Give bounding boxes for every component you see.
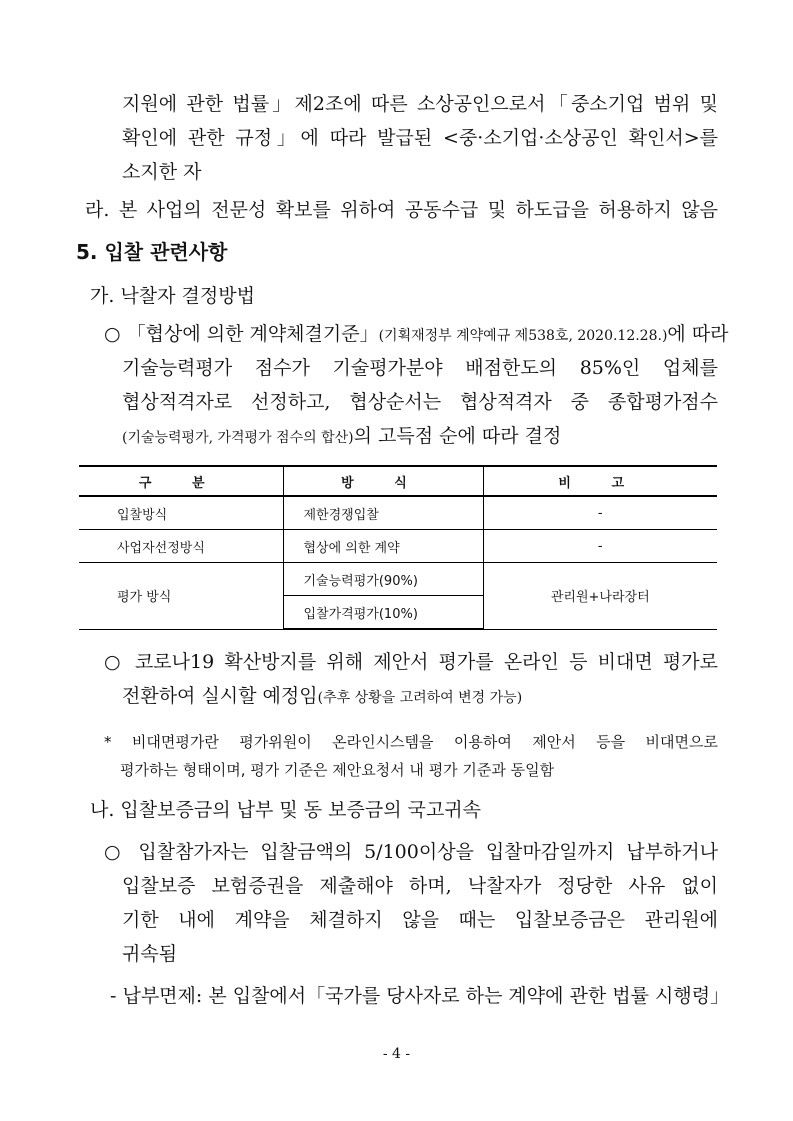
section-heading: 5. 입찰 관련사항 xyxy=(76,240,228,264)
table-header-row xyxy=(79,466,717,496)
table-cell: 사업자선정방식 xyxy=(79,530,283,563)
table-cell: 입찰방식 xyxy=(79,496,283,530)
subsection-heading: 나. 입찰보증금의 납부 및 동 보증금의 국고귀속 xyxy=(90,799,482,821)
footnote-line: * 비대면평가란 평가위원이 온라인시스템을 이용하여 제안서 등을 비대면으로 xyxy=(104,733,718,751)
subsection-heading: 가. 낙찰자 결정방법 xyxy=(90,285,255,307)
text-line xyxy=(122,424,561,450)
table-row xyxy=(79,563,717,596)
table-cell: 입찰가격평가(10%) xyxy=(283,596,483,630)
bullet-line: ○ 코로나19 확산방지를 위해 제안서 평가를 온라인 등 비대면 평가로 xyxy=(104,651,718,673)
table-header-cell: 방 식 xyxy=(283,466,483,496)
table-cell: 제한경쟁입찰 xyxy=(283,496,483,530)
table-cell: 관리원+나라장터 xyxy=(483,563,717,630)
bullet-text: 전환하여 실시할 예정임 xyxy=(122,685,318,707)
text-line: 기술능력평가 점수가 기술평가분야 배점한도의 85%인 업체를 xyxy=(122,357,718,379)
bullet-text: ○ 「협상에 의한 계약체결기준」 xyxy=(104,323,379,345)
bullet-text: 에 따라 xyxy=(667,323,729,345)
reference-note: (기획재정부 계약예규 제538호, 2020.12.28.) xyxy=(378,328,668,344)
table-header-cell: 구 분 xyxy=(79,466,283,496)
parenthetical-note: (기술능력평가, 가격평가 점수의 합산) xyxy=(122,430,354,446)
bullet-line: ○ 입찰참가자는 입찰금액의 5/100이상을 입찰마감일까지 납부하거나 xyxy=(104,841,718,863)
table-cell: 평가 방식 xyxy=(79,563,283,630)
text-line xyxy=(122,684,522,710)
footnote-line: 평가하는 형태이며, 평가 기준은 제안요청서 내 평가 기준과 동일함 xyxy=(120,761,555,779)
text-line: 소지한 자 xyxy=(122,161,202,183)
text-line: 귀속됨 xyxy=(122,943,178,965)
page-number: - 4 - xyxy=(382,1046,411,1062)
bullet-line xyxy=(104,322,729,348)
parenthetical-note: (추후 상황을 고려하여 변경 가능) xyxy=(317,690,523,706)
table-cell: - xyxy=(483,530,717,563)
table-header-cell: 비 고 xyxy=(483,466,717,496)
dash-line: - 납부면제: 본 입찰에서「국가를 당사자로 하는 계약에 관한 법률 시행령」 xyxy=(110,985,730,1007)
bullet-text: 의 고득점 순에 따라 결정 xyxy=(353,425,562,447)
text-line: 확인에 관한 규정」에 따라 발급된 <중·소기업·소상공인 확인서>를 xyxy=(122,127,718,149)
table-cell: 기술능력평가(90%) xyxy=(283,563,483,596)
text-line: 지원에 관한 법률」제2조에 따른 소상공인으로서「중소기업 범위 및 xyxy=(122,93,718,115)
table-row xyxy=(79,530,717,563)
text-line: 기한 내에 계약을 체결하지 않을 때는 입찰보증금은 관리원에 xyxy=(122,909,718,931)
table-cell: - xyxy=(483,496,717,530)
bid-method-table xyxy=(79,465,717,630)
text-line: 라. 본 사업의 전문성 확보를 위하여 공동수급 및 하도급을 허용하지 않음 xyxy=(85,199,718,221)
table-row xyxy=(79,496,717,530)
text-line: 입찰보증 보험증권을 제출해야 하며, 낙찰자가 정당한 사유 없이 xyxy=(122,875,718,897)
table-cell: 협상에 의한 계약 xyxy=(283,530,483,563)
text-line: 협상적격자로 선정하고, 협상순서는 협상적격자 중 종합평가점수 xyxy=(122,391,718,413)
